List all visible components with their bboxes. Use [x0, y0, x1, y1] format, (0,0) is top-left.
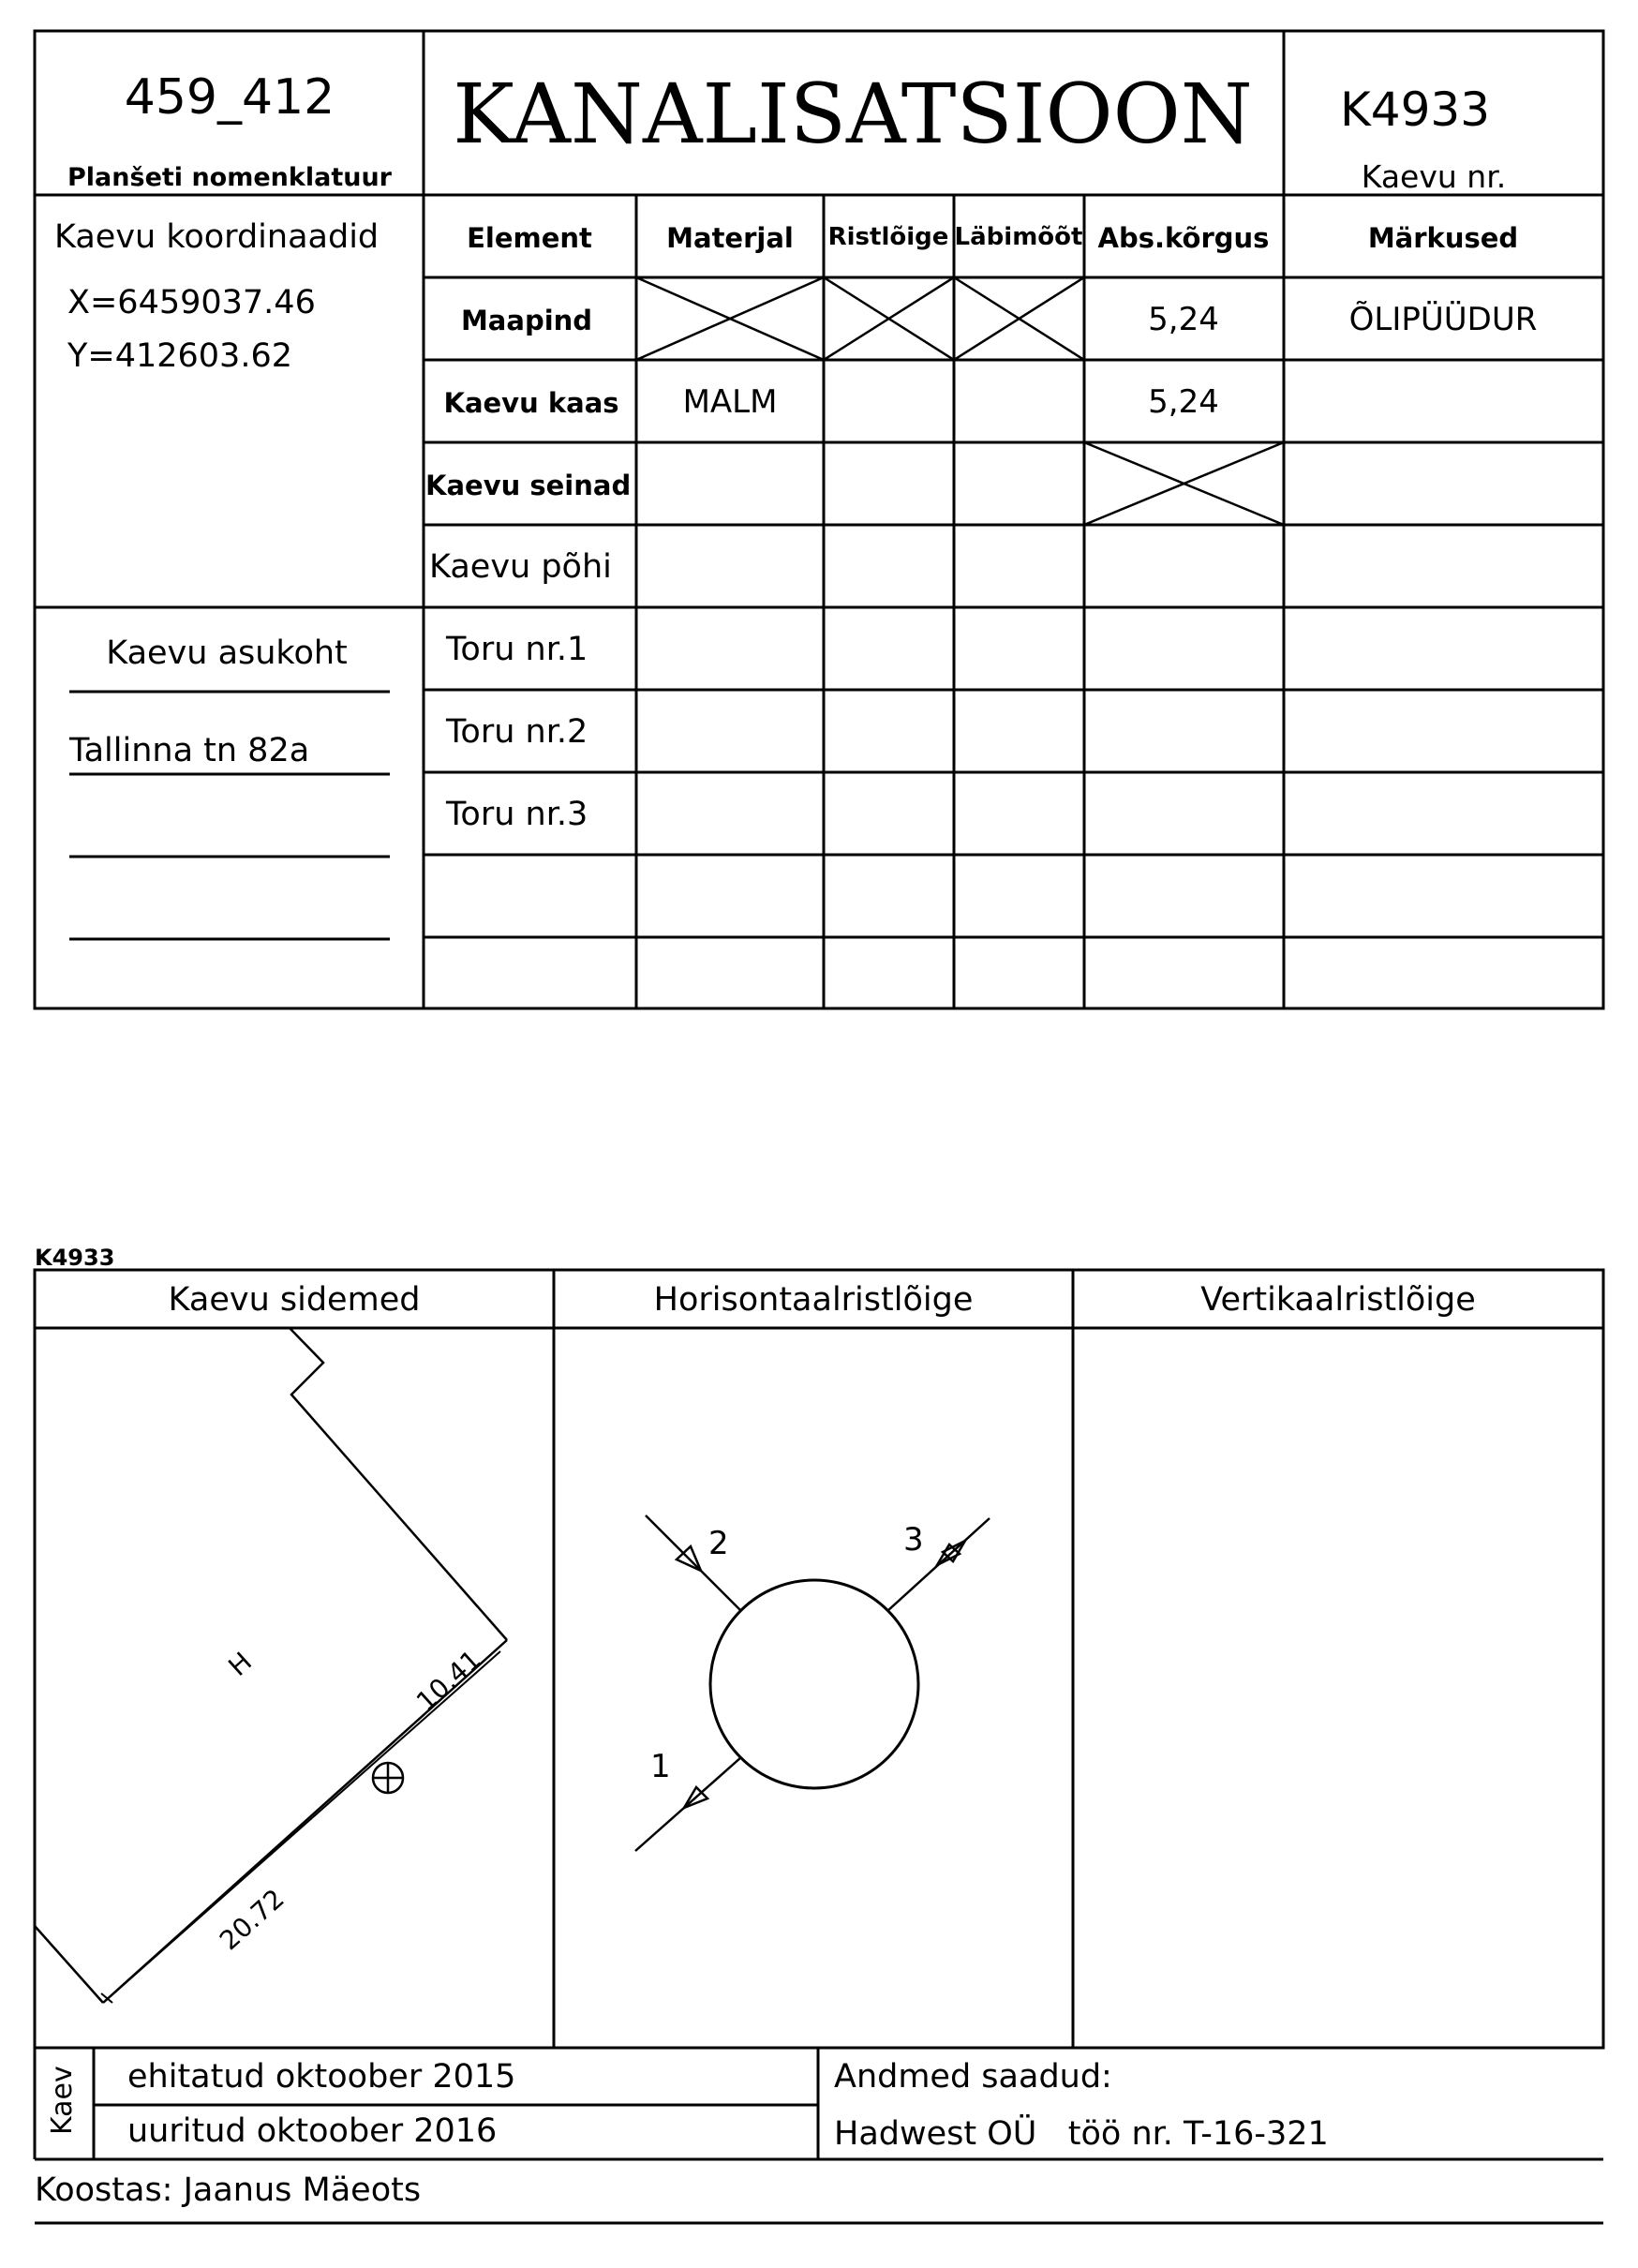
location-address: Tallinna tn 82a	[69, 732, 310, 769]
ground-abs-height: 5,24	[1148, 301, 1219, 338]
well-number: K4933	[1339, 82, 1491, 137]
panel-title-ties: Kaevu sidemed	[168, 1281, 421, 1319]
sketch-frame	[35, 1270, 1603, 2048]
building-label: H	[222, 1646, 259, 1682]
panel-title-horizontal: Horisontaalristlõige	[653, 1281, 974, 1319]
well-symbol	[373, 1763, 403, 1793]
lid-abs-height: 5,24	[1148, 383, 1219, 421]
row-label-ground: Maapind	[460, 305, 593, 336]
row-label-bottom: Kaevu põhi	[429, 548, 612, 586]
dimension-upper: 10.41	[410, 1644, 487, 1718]
row-label-pipe-3: Toru nr.3	[446, 796, 588, 833]
row-label-lid: Kaevu kaas	[443, 387, 619, 419]
pipe-label-1: 1	[650, 1748, 671, 1785]
pipe-lines	[635, 1515, 990, 1851]
plan-number: 459_412	[124, 69, 335, 126]
column-header-material: Materjal	[666, 222, 794, 254]
pipe-label-2: 2	[708, 1525, 729, 1562]
well-circle	[710, 1580, 918, 1788]
column-header-cross-section: Ristlõige	[827, 223, 949, 251]
coordinates-label: Kaevu koordinaadid	[54, 218, 380, 256]
page-title: KANALISATSIOON	[453, 66, 1253, 162]
panel-title-vertical: Vertikaalristlõige	[1200, 1281, 1476, 1319]
sketch-corner-label: K4933	[35, 1245, 115, 1271]
author: Koostas: Jaanus Mäeots	[35, 2171, 422, 2209]
column-header-diameter: Läbimõõt	[954, 223, 1083, 251]
column-header-notes: Märkused	[1367, 222, 1519, 254]
data-source-label: Andmed saadud:	[834, 2058, 1112, 2096]
lid-material: MALM	[682, 383, 778, 421]
dimension-lower: 20.72	[213, 1883, 290, 1957]
column-header-element: Element	[467, 222, 592, 254]
built-date: ehitatud oktoober 2015	[127, 2058, 516, 2096]
row-label-walls: Kaevu seinad	[425, 470, 632, 501]
row-label-pipe-1: Toru nr.1	[446, 631, 588, 668]
surveyed-date: uuritud oktoober 2016	[127, 2112, 498, 2150]
ground-notes: ÕLIPÜÜDUR	[1348, 301, 1538, 338]
well-number-label: Kaevu nr.	[1361, 158, 1507, 195]
row-label-pipe-2: Toru nr.2	[446, 713, 588, 751]
footer-side-label: Kaev	[46, 2066, 79, 2135]
column-header-abs-height: Abs.kõrgus	[1097, 222, 1270, 254]
pipe-label-3: 3	[903, 1521, 924, 1559]
data-source: Hadwest OÜ töö nr. T-16-321	[834, 2115, 1329, 2153]
coordinate-x: X=6459037.46	[67, 284, 316, 321]
location-label: Kaevu asukoht	[106, 634, 348, 672]
coordinate-y: Y=412603.62	[67, 337, 292, 375]
plan-label: Planšeti nomenklatuur	[67, 163, 392, 192]
location-rules	[69, 692, 390, 939]
